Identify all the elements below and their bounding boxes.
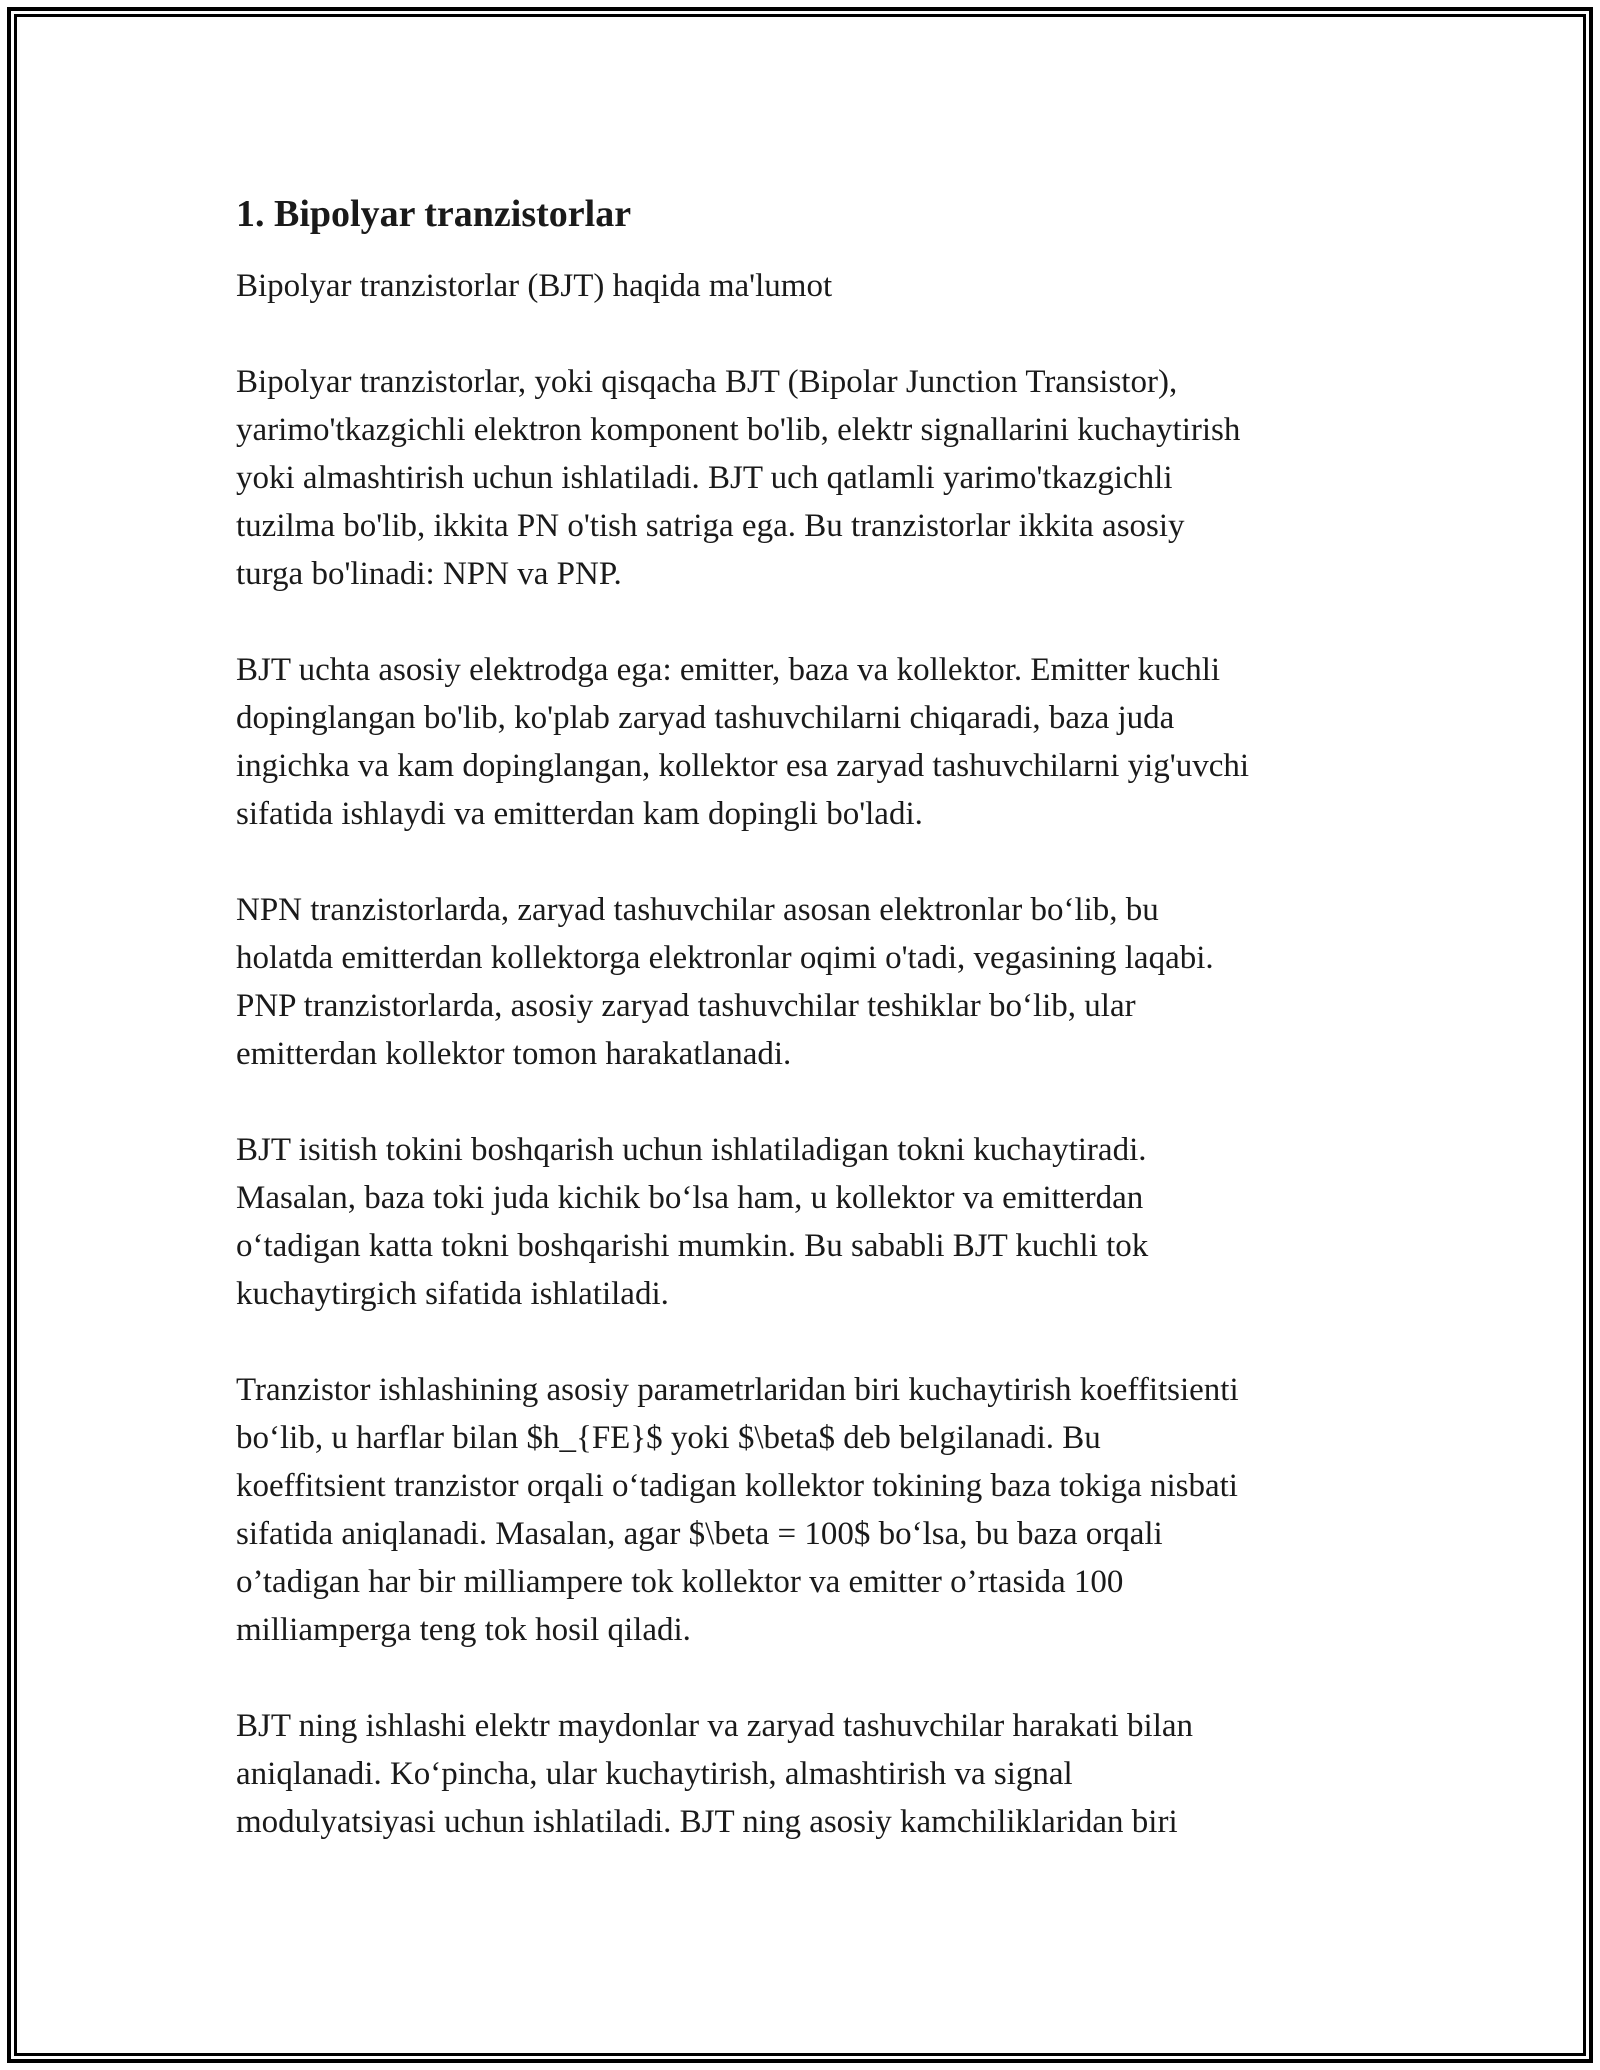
- paragraph-line: BJT isitish tokini boshqarish uchun ishlatiladigan tokni kuchaytiradi.: [236, 1132, 1147, 1168]
- paragraph-line: BJT uchta asosiy elektrodga ega: emitter, baza va kollektor. Emitter kuchli: [236, 652, 1221, 688]
- paragraph-intro: [236, 358, 1386, 598]
- paragraph-line: kuchaytirgich sifatida ishlatiladi.: [236, 1276, 669, 1312]
- paragraph-line: koeffitsient tranzistor orqali o‘tadigan kollektor tokining baza tokiga nisbati: [236, 1468, 1238, 1504]
- paragraph-line: NPN tranzistorlarda, zaryad tashuvchilar asosan elektronlar bo‘lib, bu: [236, 892, 1159, 928]
- section-heading: 1. Bipolyar tranzistorlar: [236, 193, 632, 235]
- paragraph-npn-pnp: [236, 886, 1386, 1078]
- paragraph-operation: [236, 1702, 1386, 1846]
- paragraph-line: aniqlanadi. Ko‘pincha, ular kuchaytirish, almashtirish va signal: [236, 1756, 1073, 1792]
- paragraph-line: yoki almashtirish uchun ishlatiladi. BJT uch qatlamli yarimo'tkazgichli: [236, 460, 1173, 496]
- paragraph-electrodes: [236, 646, 1386, 838]
- document-body: [236, 190, 1386, 1846]
- paragraph-line: holatda emitterdan kollektorga elektronlar oqimi o'tadi, vegasining laqabi.: [236, 940, 1214, 976]
- paragraph-line: dopinglangan bo'lib, ko'plab zaryad tashuvchilarni chiqaradi, baza juda: [236, 700, 1175, 736]
- paragraph-line: Masalan, baza toki juda kichik bo‘lsa ham, u kollektor va emitterdan: [236, 1180, 1144, 1216]
- paragraph-line: yarimo'tkazgichli elektron komponent bo'lib, elektr signallarini kuchaytirish: [236, 412, 1241, 448]
- paragraph-line: sifatida ishlaydi va emitterdan kam dopingli bo'ladi.: [236, 796, 923, 832]
- paragraph-line: milliamperga teng tok hosil qiladi.: [236, 1612, 691, 1648]
- paragraph-line: turga bo'linadi: NPN va PNP.: [236, 556, 622, 592]
- paragraph-line: Tranzistor ishlashining asosiy parametrlaridan biri kuchaytirish koeffitsienti: [236, 1372, 1239, 1408]
- paragraph-line: BJT ning ishlashi elektr maydonlar va zaryad tashuvchilar harakati bilan: [236, 1708, 1194, 1744]
- paragraph-line: ingichka va kam dopinglangan, kollektor esa zaryad tashuvchilarni yig'uvchi: [236, 748, 1250, 784]
- paragraph-line: PNP tranzistorlarda, asosiy zaryad tashuvchilar teshiklar bo‘lib, ular: [236, 988, 1136, 1024]
- section-subtitle: Bipolyar tranzistorlar (BJT) haqida ma'lumot: [236, 268, 833, 304]
- paragraph-line: tuzilma bo'lib, ikkita PN o'tish satriga ega. Bu tranzistorlar ikkita asosiy: [236, 508, 1185, 544]
- paragraph-line: bo‘lib, u harflar bilan $h_{FE}$ yoki $\beta$ deb belgilanadi. Bu: [236, 1420, 1101, 1456]
- paragraph-parameters: [236, 1366, 1386, 1654]
- paragraph-line: o’tadigan har bir milliampere tok kollektor va emitter o’rtasida 100: [236, 1564, 1124, 1600]
- paragraph-line: o‘tadigan katta tokni boshqarishi mumkin. Bu sababli BJT kuchli tok: [236, 1228, 1149, 1264]
- paragraph-line: Bipolyar tranzistorlar, yoki qisqacha BJT (Bipolar Junction Transistor),: [236, 364, 1178, 400]
- paragraph-line: modulyatsiyasi uchun ishlatiladi. BJT ning asosiy kamchiliklaridan biri: [236, 1804, 1178, 1840]
- paragraph-line: sifatida aniqlanadi. Masalan, agar $\beta = 100$ bo‘lsa, bu baza orqali: [236, 1516, 1163, 1552]
- paragraph-current-gain: [236, 1126, 1386, 1318]
- paragraph-line: emitterdan kollektor tomon harakatlanadi.: [236, 1036, 792, 1072]
